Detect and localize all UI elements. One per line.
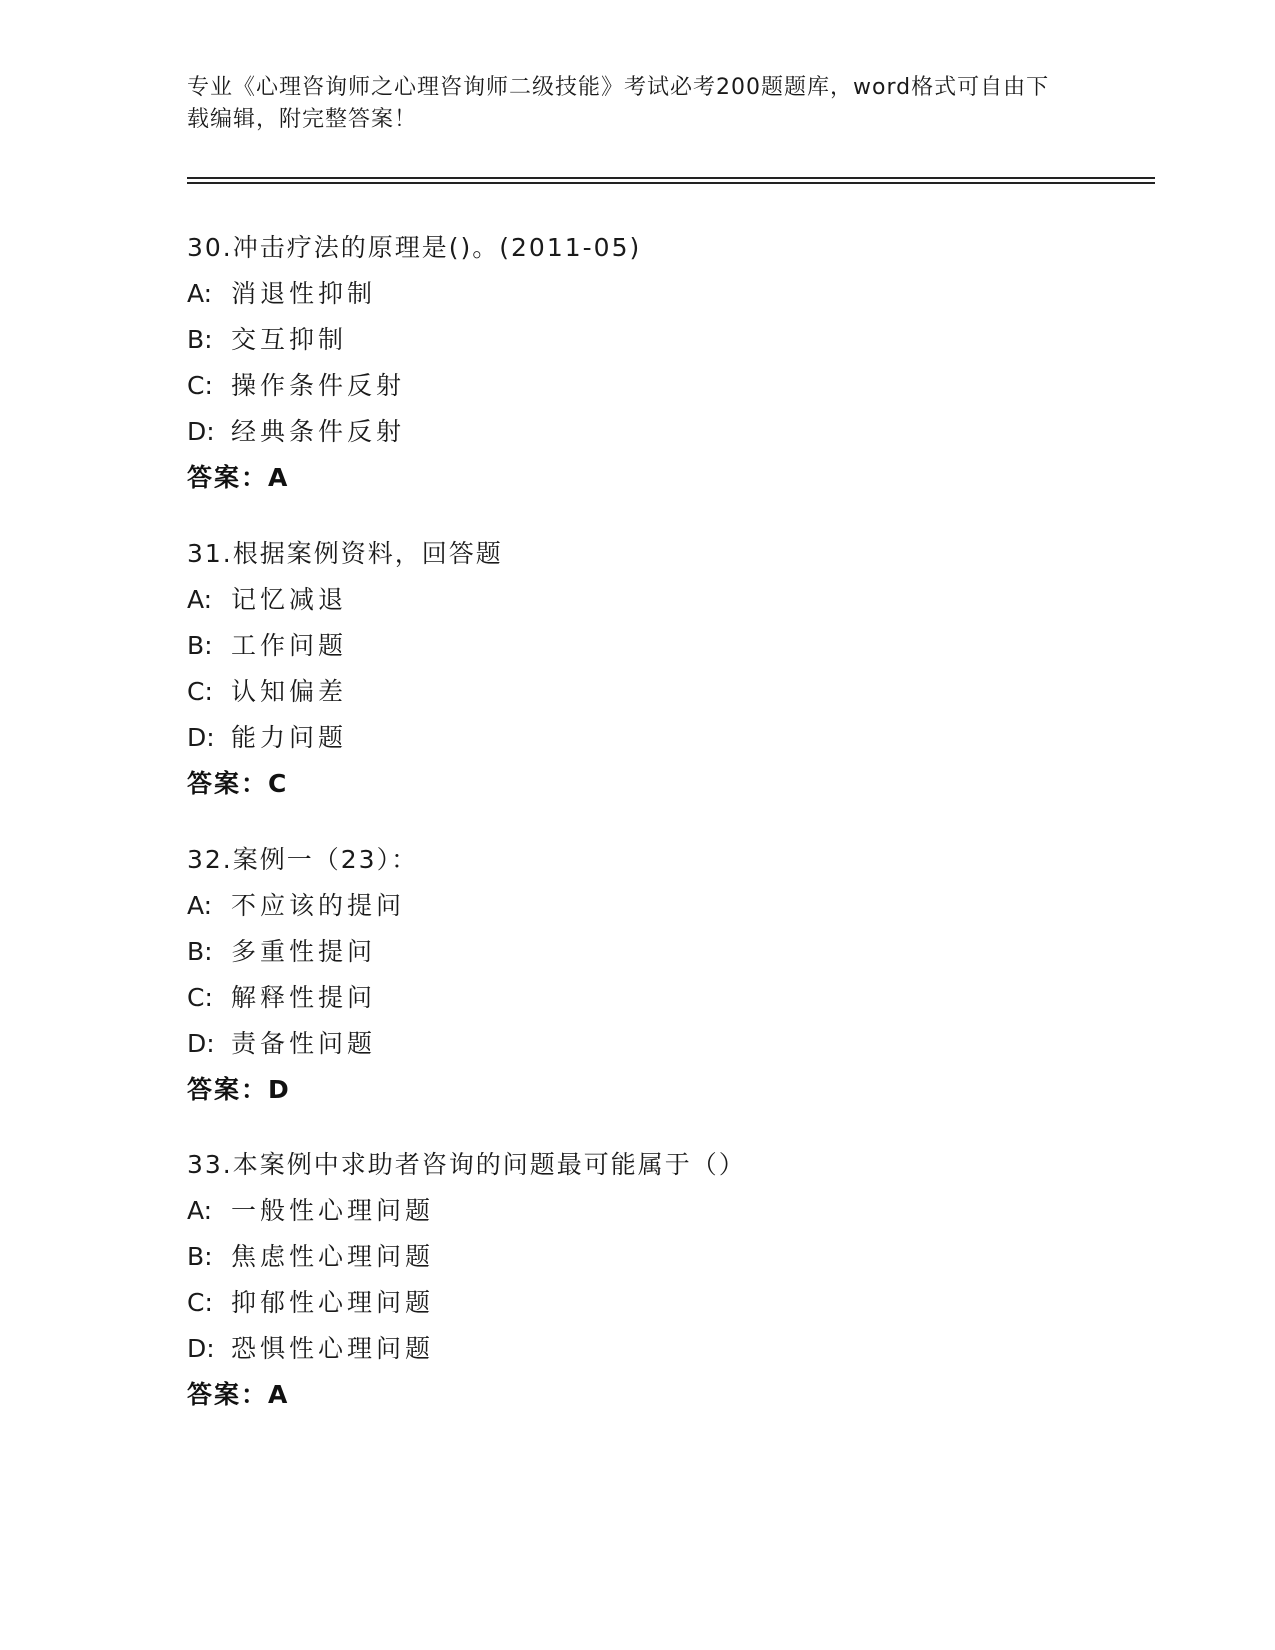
option-text: 责备性问题: [231, 1029, 377, 1058]
question-33: [187, 1142, 1187, 1418]
header-divider-top: [187, 177, 1155, 179]
option-text: 认知偏差: [231, 677, 348, 706]
question-title: 32.案例一（23）：: [187, 845, 419, 874]
option-text: 能力问题: [231, 723, 348, 752]
option-d: [187, 1326, 1187, 1372]
option-letter: A:: [187, 585, 213, 614]
option-letter: B:: [187, 325, 213, 354]
question-30: [187, 225, 1187, 501]
answer-label: 答案：: [187, 1075, 269, 1104]
answer-line: [187, 761, 1187, 807]
answer-value: C: [268, 769, 287, 798]
answer-value: D: [268, 1075, 289, 1104]
option-letter: D:: [187, 723, 215, 752]
question-title: 30.冲击疗法的原理是()。(2011-05): [187, 233, 642, 262]
option-c: [187, 669, 1187, 715]
option-text: 操作条件反射: [231, 371, 406, 400]
question-31: [187, 531, 1187, 807]
option-c: [187, 1280, 1187, 1326]
option-text: 消退性抑制: [231, 279, 377, 308]
option-letter: B:: [187, 937, 213, 966]
option-letter: B:: [187, 1242, 213, 1271]
option-letter: A:: [187, 891, 213, 920]
document-header: 专业《心理咨询师之心理咨询师二级技能》考试必考200题题库，word格式可自由下载编辑，附完整答案！: [187, 75, 1050, 132]
option-text: 一般性心理问题: [231, 1196, 435, 1225]
answer-label: 答案：: [187, 769, 269, 798]
option-b: [187, 623, 1187, 669]
option-a: [187, 271, 1187, 317]
option-d: [187, 1021, 1187, 1067]
option-letter: A:: [187, 1196, 213, 1225]
option-letter: D:: [187, 1334, 215, 1363]
option-letter: B:: [187, 631, 213, 660]
option-b: [187, 1234, 1187, 1280]
option-letter: C:: [187, 371, 213, 400]
option-text: 工作问题: [231, 631, 348, 660]
option-text: 恐惧性心理问题: [231, 1334, 435, 1363]
option-b: [187, 929, 1187, 975]
option-letter: A:: [187, 279, 213, 308]
option-text: 多重性提问: [231, 937, 377, 966]
option-text: 经典条件反射: [231, 417, 406, 446]
option-c: [187, 363, 1187, 409]
question-title: 31.根据案例资料，回答题: [187, 539, 503, 568]
answer-label: 答案：: [187, 463, 269, 492]
answer-line: [187, 455, 1187, 501]
answer-value: A: [268, 463, 288, 492]
option-a: [187, 883, 1187, 929]
option-text: 记忆减退: [231, 585, 348, 614]
question-32: [187, 837, 1187, 1113]
option-b: [187, 317, 1187, 363]
option-text: 焦虑性心理问题: [231, 1242, 435, 1271]
answer-value: A: [268, 1380, 288, 1409]
option-text: 不应该的提问: [231, 891, 406, 920]
option-a: [187, 1188, 1187, 1234]
option-text: 交互抑制: [231, 325, 348, 354]
option-letter: D:: [187, 1029, 215, 1058]
option-letter: C:: [187, 983, 213, 1012]
option-c: [187, 975, 1187, 1021]
answer-label: 答案：: [187, 1380, 269, 1409]
option-d: [187, 715, 1187, 761]
option-text: 解释性提问: [231, 983, 377, 1012]
answer-line: [187, 1372, 1187, 1418]
question-title: 33.本案例中求助者咨询的问题最可能属于（）: [187, 1150, 746, 1179]
option-letter: C:: [187, 1288, 213, 1317]
option-text: 抑郁性心理问题: [231, 1288, 435, 1317]
option-d: [187, 409, 1187, 455]
header-divider-bottom: [187, 182, 1155, 184]
option-a: [187, 577, 1187, 623]
option-letter: D:: [187, 417, 215, 446]
option-letter: C:: [187, 677, 213, 706]
answer-line: [187, 1067, 1187, 1113]
